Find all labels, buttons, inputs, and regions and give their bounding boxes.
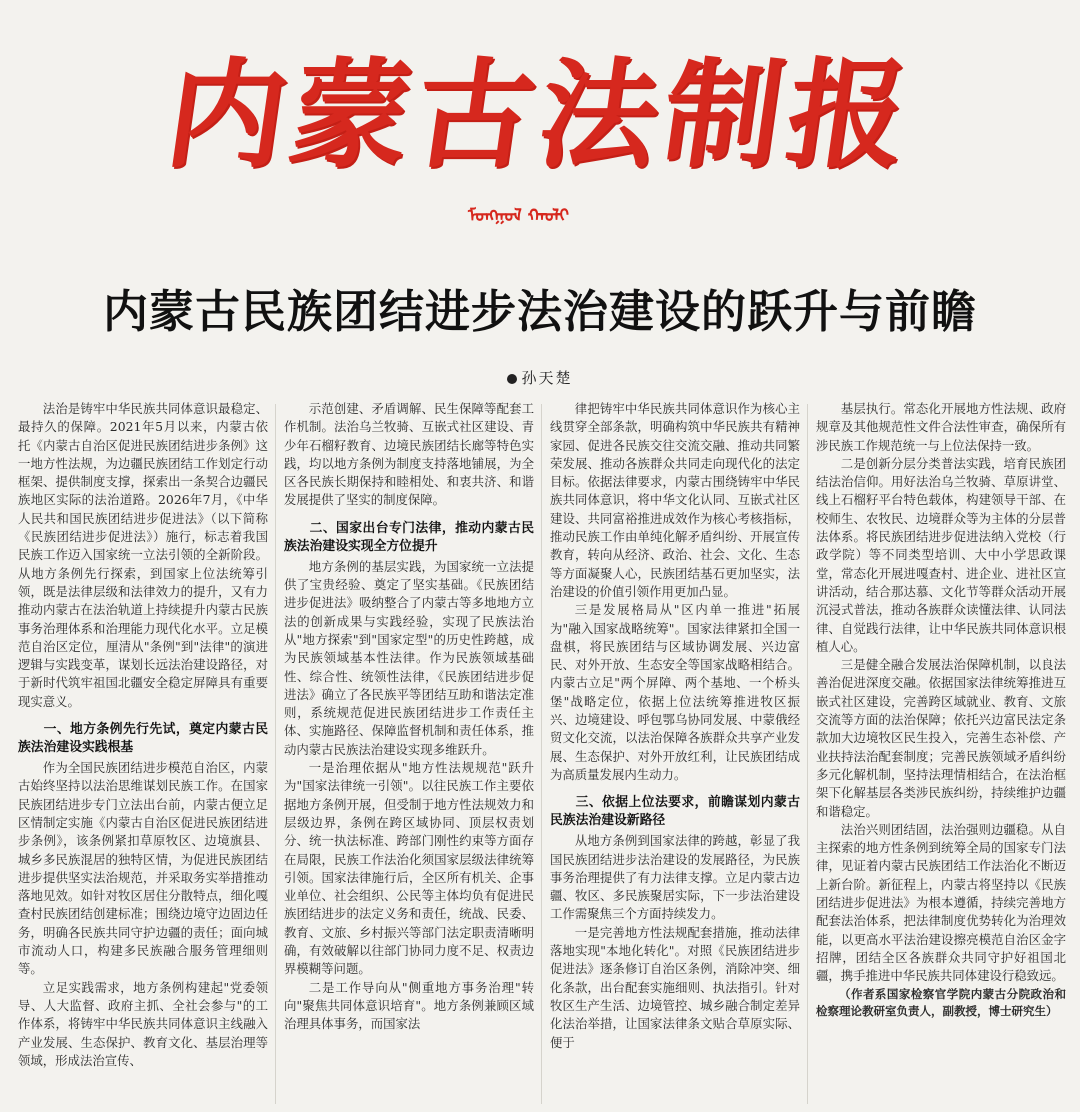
masthead — [0, 0, 1080, 270]
paragraph: 法治是铸牢中华民族共同体意识最稳定、最持久的保障。2021年5月以来，内蒙古依托《内蒙古自治区促进民族团结进步条例》这一地方性法规，为边疆民族团结工作划定行动框架、提供制度支撑，探索出一条契合边疆民族地区实际的法治道路。2026年7月，《中华人民共和国民族团结进步促进法》（以下简称《民族团结进步促进法》）施行，标志着我国民族工作迈入国家统一立法引领的全新阶段。从地方条例先行探索，到国家上位法统筹引领，既是法律层级和法律效力的提升，又有力推动内蒙古在法治轨道上持续提升内蒙古民族事务治理体系和治理能力现代化水平。立足模范自治区定位，厘清从"条例"到"法律"的演进逻辑与实践变革，谋划长远法治建设路径，对于新时代筑牢祖国北疆安全稳定屏障具有重要现实意义。 — [18, 401, 268, 709]
section-heading: 二、国家出台专门法律，推动内蒙古民族法治建设实现全方位提升 — [284, 520, 534, 554]
section-heading: 一、地方条例先行先试，奠定内蒙古民族法治建设实践根基 — [18, 722, 268, 756]
paragraph: 二是创新分层分类普法实践，培育民族团结法治信仰。用好法治乌兰牧骑、草原讲堂、线上石榴籽平台特色载体，构建领导干部、在校师生、农牧民、边境群众等为主体的分层普法体系。将民族团结进步促进法纳入党校（行政学院）等不同类型培训、大中小学思政课堂，常态化开展进嘎查村、进企业、进社区宣讲活动，结合那达慕、文化节等群众活动开展沉浸式普法，推动各族群众读懂法律、认同法律、自觉践行法律，让中华民族共同体意识根植人心。 — [816, 455, 1066, 654]
article-headline: 内蒙古民族团结进步法治建设的跃升与前瞻 — [102, 285, 977, 338]
article-column-2 — [284, 400, 534, 1112]
paragraph: 示范创建、矛盾调解、民生保障等配套工作机制。法治乌兰牧骑、互嵌式社区建设、青少年石榴籽教育、边境民族团结长廊等特色实践，均以地方条例为制度支持落地铺展，为全区各民族长期保持和睦相处、和衷共济、和谐发展提供了坚实的制度保障。 — [284, 401, 534, 508]
article-column-1 — [18, 400, 268, 1112]
paragraph: 立足实践需求，地方条例构建起"党委领导、人大监督、政府主抓、全社会参与"的工作体系，将铸牢中华民族共同体意识主线融入产业发展、生态保护、教育文化、基层治理等领域，形成法治宣传、 — [18, 979, 268, 1068]
column-divider — [275, 404, 276, 1104]
paragraph: 一是完善地方性法规配套措施，推动法律落地实现"本地化转化"。对照《民族团结进步促进法》逐条修订自治区条例，消除冲突、细化条款，出台配套实施细则、执法指引。针对牧区生产生活、边境管控、城乡融合制定差异化法治举措，让国家法律条文贴合草原实际、便于 — [550, 924, 800, 1050]
paragraph: 三是健全融合发展法治保障机制，以良法善治促进深度交融。依据国家法律统筹推进互嵌式社区建设，完善跨区域就业、教育、文旅交流等方面的法治保障；依托兴边富民法定条款加大边境牧区民生投入，完善生态补偿、产业扶持法治配套制度；完善民族领域矛盾纠纷多元化解机制，坚持法理情相结合，在法治框架下化解基层各类涉民族纠纷，持续维护边疆和谐稳定。 — [816, 657, 1066, 819]
column-divider — [807, 404, 808, 1104]
article-column-4 — [816, 400, 1066, 1112]
paragraph: 作为全国民族团结进步模范自治区，内蒙古始终坚持以法治思维谋划民族工作。在国家民族团结进步专门立法出台前，内蒙古便立足区情制定实施《内蒙古自治区促进民族团结进步条例》，该条例紧扣草原牧区、边境旗县、城乡多民族混居的独特区情，为促进民族团结进步提供坚实法治规范，并采取务实举措推动落地见效。如针对牧区居住分散特点，细化嘎查村民族团结创建标准；围绕边境守边固边任务，明确各民族共同守护边疆的责任；面向城市流动人口，构建多民族融合服务管理细则等。 — [18, 760, 268, 977]
paragraph: 一是治理依据从"地方性法规规范"跃升为"国家法律统一引领"。以往民族工作主要依据地方条例开展，但受制于地方性法规效力和层级边界，条例在跨区域协同、顶层权责划分、统一执法标准、跨部门刚性约束等方面存在局限，民族工作法治化须国家层级法律统筹引领。国家法律施行后，全区所有机关、企事业单位、社会组织、公民等主体均负有促进民族团结进步的法定义务和责任，统战、民委、教育、文旅、乡村振兴等部门法定职责清晰明确，有效破解以往部门协同力度不足、权责边界模糊等问题。 — [284, 760, 534, 977]
paragraph: 三是发展格局从"区内单一推进"拓展为"融入国家战略统筹"。国家法律紧扣全国一盘棋，将民族团结与区域协调发展、兴边富民、对外开放、生态安全等国家战略相结合。内蒙古立足"两个屏障、两个基地、一个桥头堡"战略定位，依据上位法统筹推进牧区振兴、边境建设、呼包鄂乌协同发展、中蒙俄经贸文化交流，以法治保障各族群众共享产业发展、生态保护、对外开放红利，让民族团结成为高质量发展内生动力。 — [550, 602, 800, 782]
paragraph: 二是工作导向从"侧重地方事务治理"转向"聚焦共同体意识培育"。地方条例兼顾区域治理具体事务，而国家法 — [284, 979, 534, 1032]
paragraph: 基层执行。常态化开展地方性法规、政府规章及其他规范性文件合法性审查，确保所有涉民族工作规范统一与上位法保持一致。 — [816, 401, 1066, 453]
paragraph: 律把铸牢中华民族共同体意识作为核心主线贯穿全部条款，明确构筑中华民族共有精神家园、促进各民族交往交流交融、推动共同繁荣发展、推动各族群众共同走向现代化的法定目标。依据法律要求，内蒙古围绕铸牢中华民族共同体意识，将中华文化认同、互嵌式社区建设、共同富裕推进成效作为核心考核指标，推动民族工作由单纯化解矛盾纠纷、开展宣传教育，转向从经济、政治、社会、文化、生态等方面凝聚人心，民族团结基石更加坚实，法治建设的价值引领作用更加凸显。 — [550, 401, 800, 599]
paragraph: 法治兴则团结固，法治强则边疆稳。从自主探索的地方性条例到统筹全局的国家专门法律，见证着内蒙古民族团结工作法治化不断迈上新台阶。新征程上，内蒙古将坚持以《民族团结进步促进法》为根本遵循，持续完善地方配套法治体系，把法律制度优势转化为治理效能，以更高水平法治建设擦亮模范自治区金字招牌，团结全区各族群众共同守护好祖国北疆，携手推进中华民族共同体建设行稳致远。 — [816, 821, 1066, 984]
newspaper-title: 内蒙古法制报 — [158, 45, 922, 184]
mongolian-script-title: ᠮᠣᠩᠭᠣᠯ ᠬᠠᠤᠯᠢ — [468, 206, 569, 226]
article-column-3 — [550, 400, 800, 1112]
bullet-icon — [507, 374, 517, 384]
paragraph: 地方条例的基层实践，为国家统一立法提供了宝贵经验、奠定了坚实基础。《民族团结进步促进法》吸纳整合了内蒙古等多地地方立法的创新成果与实践经验，实现了民族法治从"地方探索"到"国家定型"的历史性跨越，成为民族领域基本性法律。作为民族领域基础性、综合性、统领性法律，《民族团结进步促进法》确立了各民族平等团结互助和谐法定准则，系统规范促进民族团结进步工作责任主体、实施路径、保障监督机制和责任体系，推动内蒙古民族法治建设实现多维跃升。 — [284, 558, 534, 757]
column-divider — [541, 404, 542, 1104]
byline — [0, 367, 1080, 388]
paragraph: 从地方条例到国家法律的跨越，彰显了我国民族团结进步法治建设的发展路径，为民族事务治理提供了有力法律支撑。立足内蒙古边疆、牧区、多民族聚居实际，下一步法治建设工作需聚焦三个方面持续发力。 — [550, 833, 800, 922]
section-heading: 三、依据上位法要求，前瞻谋划内蒙古民族法治建设新路径 — [550, 795, 800, 829]
author-name: 孙天楚 — [521, 369, 573, 387]
author-note: （作者系国家检察官学院内蒙古分院政治和检察理论教研室负责人，副教授，博士研究生） — [816, 986, 1066, 1018]
